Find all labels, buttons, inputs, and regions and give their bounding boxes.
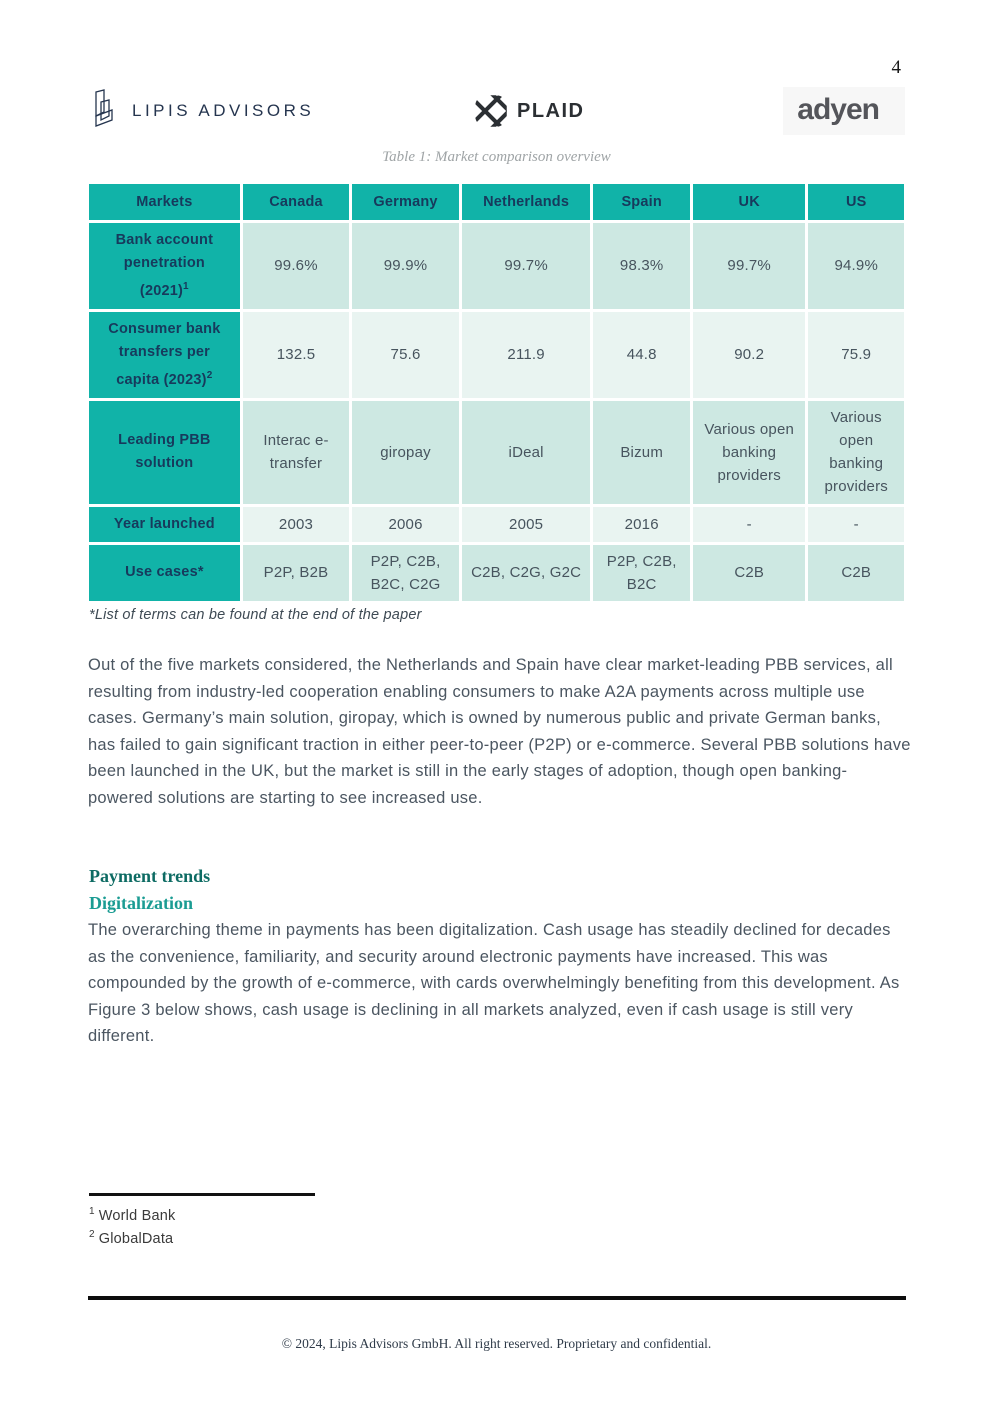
table-cell: 75.6 — [352, 312, 459, 398]
table-cell: 2016 — [593, 507, 689, 542]
footer-copyright: © 2024, Lipis Advisors GmbH. All right reserved. Proprietary and confidential. — [281, 1336, 712, 1351]
table-row — [89, 223, 904, 309]
table-header-row — [89, 184, 904, 220]
table-row — [89, 507, 904, 542]
lipis-advisors-icon — [88, 89, 120, 133]
table-cell: Various open banking providers — [808, 401, 904, 504]
table-cell: C2B — [693, 545, 806, 601]
table-cell: 132.5 — [243, 312, 350, 398]
column-header-uk: UK — [693, 184, 806, 220]
column-header-netherlands: Netherlands — [462, 184, 591, 220]
table-cell: Various open banking providers — [693, 401, 806, 504]
column-header-us: US — [808, 184, 904, 220]
column-header-markets: Markets — [89, 184, 240, 220]
table-cell: 2005 — [462, 507, 591, 542]
table-cell: 75.9 — [808, 312, 904, 398]
table-cell: 99.7% — [462, 223, 591, 309]
adyen-logo — [783, 87, 905, 135]
paragraph-digitalization: The overarching theme in payments has been digitalization. Cash usage has steadily declined for decades as the convenience, familiarity, and security around electronic payments have increased. This was compounded by the growth of e-commerce, with cards overwhelmingly benefiting from this development. As Figure 3 below shows, cash usage is declining in all markets analyzed, even if cash usage is still very different. — [88, 921, 900, 1045]
row-label-text: Leading PBB solution — [118, 432, 211, 472]
table-cell: 94.9% — [808, 223, 904, 309]
table-row — [89, 401, 904, 504]
page-number: 4 — [891, 57, 901, 78]
footnote-marker: 1 — [183, 281, 189, 292]
table-cell: - — [808, 507, 904, 542]
plaid-wordmark: PLAID — [517, 99, 585, 122]
table-caption: Table 1: Market comparison overview — [382, 149, 611, 165]
table-cell: P2P, B2B — [243, 545, 350, 601]
row-label-consumer-bank-transfers — [89, 312, 240, 398]
market-comparison-table — [86, 181, 907, 604]
table-cell: 99.6% — [243, 223, 350, 309]
row-label-text: Year launched — [113, 515, 215, 532]
table-cell: - — [693, 507, 806, 542]
table-cell: P2P, C2B, B2C, C2G — [352, 545, 459, 601]
footer-divider — [88, 1296, 906, 1300]
table-cell: iDeal — [462, 401, 591, 504]
table-cell: C2B — [808, 545, 904, 601]
adyen-wordmark: adyen — [797, 93, 879, 126]
table-cell: C2B, C2G, G2C — [462, 545, 591, 601]
table-footnote: *List of terms can be found at the end of the paper — [89, 607, 422, 623]
table-cell: Interac e-transfer — [243, 401, 350, 504]
row-label-bank-account-penetration — [89, 223, 240, 309]
footnote-marker: 2 — [206, 369, 213, 381]
column-header-germany: Germany — [352, 184, 459, 220]
table-cell: Bizum — [593, 401, 689, 504]
row-label-text: Use cases* — [125, 564, 204, 581]
footnote-marker: 2 — [89, 1229, 95, 1240]
plaid-icon — [473, 93, 509, 129]
section-heading-payment-trends: Payment trends — [89, 866, 211, 886]
row-label-text: Bank account penetration (2021) — [115, 232, 214, 299]
logo-row — [88, 86, 905, 136]
row-label-text: Consumer bank transfers per capita (2023) — [108, 320, 221, 388]
footnote-marker: 1 — [89, 1206, 95, 1217]
row-label-leading-pbb-solution — [89, 401, 240, 504]
column-header-canada: Canada — [243, 184, 350, 220]
table-cell: 2006 — [352, 507, 459, 542]
table-cell: 2003 — [243, 507, 350, 542]
footnote-divider — [89, 1193, 315, 1196]
table-row — [89, 312, 904, 398]
table-cell: 90.2 — [693, 312, 806, 398]
subsection-heading-digitalization: Digitalization — [89, 893, 193, 913]
table-cell: 98.3% — [593, 223, 689, 309]
column-header-spain: Spain — [593, 184, 689, 220]
footnote-text: GlobalData — [98, 1230, 174, 1247]
table-cell: giropay — [352, 401, 459, 504]
table-cell: 99.9% — [352, 223, 459, 309]
table-row — [89, 545, 904, 601]
row-label-year-launched — [89, 507, 240, 542]
footnote-globaldata — [89, 1229, 173, 1247]
table-cell: 99.7% — [693, 223, 806, 309]
lipis-advisors-logo — [88, 89, 314, 133]
plaid-logo — [473, 93, 585, 129]
row-label-use-cases — [89, 545, 240, 601]
table-cell: 44.8 — [593, 312, 689, 398]
table-cell: P2P, C2B, B2C — [593, 545, 689, 601]
paragraph-market-summary: Out of the five markets considered, the Netherlands and Spain have clear market-leading PBB services, all resulting from industry-led cooperation enabling consumers to make A2A payments across multiple use cases. Germany’s main solution, giropay, which is owned by numerous public and private German banks, has failed to gain significant traction in either peer-to-peer (P2P) or e-commerce. Several PBB solutions have been launched in the UK, but the market is still in the early stages of adoption, though open banking-powered solutions are starting to see increased use. — [88, 656, 911, 807]
footnote-world-bank — [89, 1206, 175, 1224]
footnote-text: World Bank — [98, 1207, 176, 1224]
lipis-advisors-wordmark: LIPIS ADVISORS — [132, 101, 315, 120]
table-cell: 211.9 — [462, 312, 591, 398]
